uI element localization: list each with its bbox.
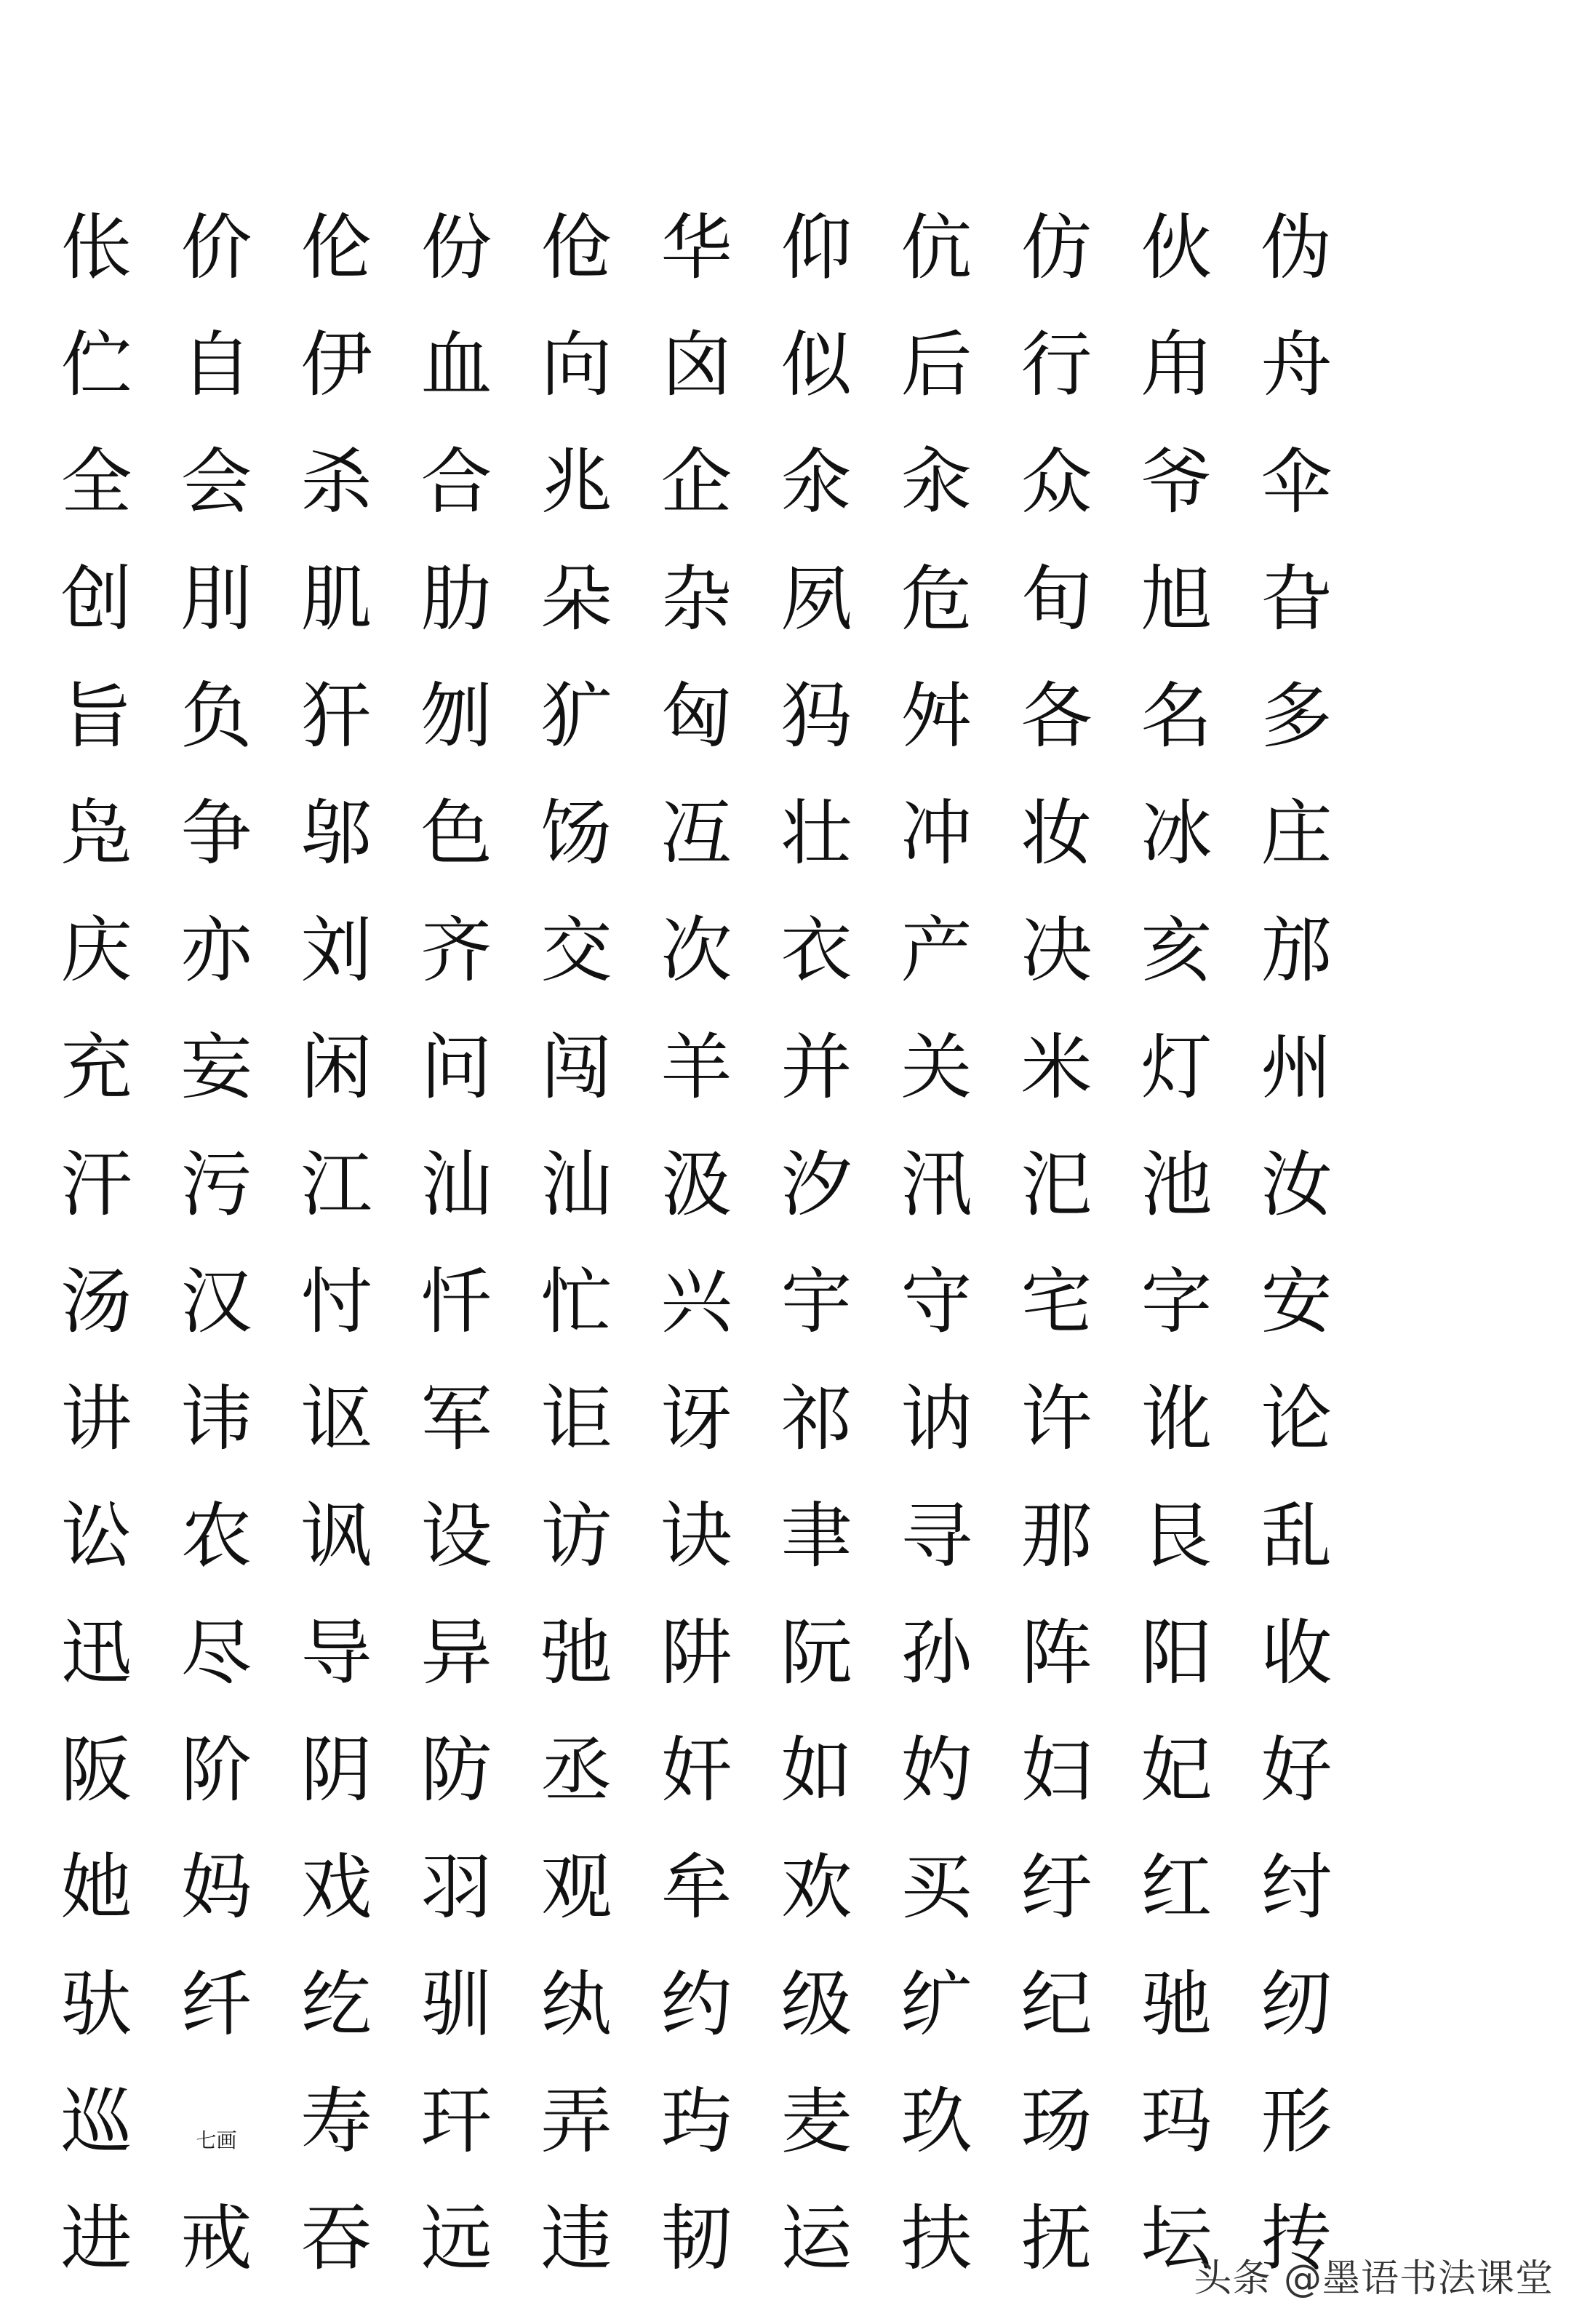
character-cell: 饧 <box>540 791 612 875</box>
character-cell: 尽 <box>180 1611 252 1695</box>
character-cell: 夙 <box>780 557 852 641</box>
character-cell: 如 <box>780 1728 852 1812</box>
character-cell: 好 <box>1261 1728 1333 1812</box>
character-cell: 约 <box>660 1962 732 2046</box>
character-cell: 价 <box>180 206 252 289</box>
character-cell: 抟 <box>1261 2197 1333 2280</box>
character-cell: 闲 <box>300 1026 372 1109</box>
character-cell: 汕 <box>420 1143 492 1226</box>
character-cell: 产 <box>900 909 972 992</box>
character-cell: 旭 <box>1140 557 1213 641</box>
character-cell: 守 <box>900 1260 972 1343</box>
character-cell: 安 <box>1261 1260 1333 1343</box>
character-cell: 杀 <box>300 440 372 524</box>
character-cell: 伦 <box>300 206 372 289</box>
character-row <box>36 1126 1360 1243</box>
character-cell: 买 <box>900 1845 972 1929</box>
character-cell: 汐 <box>780 1143 852 1226</box>
character-cell: 伥 <box>60 206 132 289</box>
character-cell: 进 <box>60 2197 132 2280</box>
character-cell: 灯 <box>1140 1026 1213 1109</box>
character-cell: 伉 <box>900 206 972 289</box>
character-cell: 妇 <box>1020 1728 1092 1812</box>
character-cell: 驰 <box>1140 1962 1213 2046</box>
character-cell: 妃 <box>1140 1728 1213 1812</box>
character-cell: 驯 <box>420 1962 492 2046</box>
character-cell: 全 <box>60 440 132 524</box>
character-cell: 汕 <box>540 1143 612 1226</box>
character-cell: 刘 <box>300 909 372 992</box>
character-cell: 负 <box>180 674 252 758</box>
character-cell: 阮 <box>780 1611 852 1695</box>
character-cell: 旮 <box>1261 557 1333 641</box>
character-cell: 驮 <box>60 1962 132 2046</box>
character-cell: 阶 <box>180 1728 252 1812</box>
character-cell: 牟 <box>660 1845 732 1929</box>
character-cell: 纡 <box>1020 1845 1092 1929</box>
character-cell: 会 <box>180 440 252 524</box>
character-cell: 衣 <box>780 909 852 992</box>
character-cell: 艮 <box>1140 1494 1213 1578</box>
character-cell: 讴 <box>300 1377 372 1461</box>
character-cell: 讷 <box>900 1377 972 1461</box>
character-cell: 纩 <box>900 1962 972 2046</box>
character-cell: 匈 <box>660 674 732 758</box>
character-cell: 充 <box>60 1026 132 1109</box>
character-cell: 汤 <box>60 1260 132 1343</box>
character-cell: 汛 <box>900 1143 972 1226</box>
character-cell: 闯 <box>540 1026 612 1109</box>
character-cell: 她 <box>60 1845 132 1929</box>
character-row <box>36 1594 1360 1712</box>
character-cell: 纣 <box>1261 1845 1333 1929</box>
character-cell: 诀 <box>660 1494 732 1578</box>
character-cell: 抚 <box>1020 2197 1092 2280</box>
character-cell: 寿 <box>300 2080 372 2163</box>
character-cell: 邡 <box>1261 909 1333 992</box>
character-cell: 寻 <box>900 1494 972 1578</box>
character-cell: 兴 <box>660 1260 732 1343</box>
character-cell: 氽 <box>780 440 852 524</box>
character-cell: 池 <box>1140 1143 1213 1226</box>
character-cell: 仿 <box>1020 206 1092 289</box>
character-cell: 讹 <box>1140 1377 1213 1461</box>
character-cell: 争 <box>180 791 252 875</box>
character-cell: 异 <box>420 1611 492 1695</box>
character-row <box>36 1946 1360 2063</box>
character-cell: 份 <box>420 206 492 289</box>
character-cell: 纥 <box>300 1962 372 2046</box>
character-cell: 讵 <box>540 1377 612 1461</box>
character-row <box>36 1360 1360 1477</box>
character-cell: 众 <box>1020 440 1092 524</box>
character-cell: 麦 <box>780 2080 852 2163</box>
character-cell: 导 <box>300 1611 372 1695</box>
character-row <box>36 2180 1360 2297</box>
character-cell: 华 <box>660 206 732 289</box>
character-cell: 庆 <box>60 909 132 992</box>
character-cell: 色 <box>420 791 492 875</box>
character-cell: 次 <box>660 909 732 992</box>
character-cell: 亥 <box>1140 909 1213 992</box>
character-cell: 阱 <box>660 1611 732 1695</box>
character-row <box>36 423 1360 540</box>
character-cell: 刖 <box>180 557 252 641</box>
character-cell: 冲 <box>900 791 972 875</box>
character-cell: 吞 <box>300 2197 372 2280</box>
character-cell: 犷 <box>540 674 612 758</box>
character-cell: 那 <box>1020 1494 1092 1578</box>
character-cell: 齐 <box>420 909 492 992</box>
character-cell: 米 <box>1020 1026 1092 1109</box>
character-cell: 玙 <box>660 2080 732 2163</box>
character-row <box>36 1829 1360 1946</box>
character-cell: 汜 <box>1020 1143 1092 1226</box>
character-cell: 庄 <box>1261 791 1333 875</box>
character-cell: 甪 <box>1140 323 1213 407</box>
character-cell: 似 <box>780 323 852 407</box>
character-cell: 伧 <box>540 206 612 289</box>
character-cell: 污 <box>180 1143 252 1226</box>
character-cell: 决 <box>1020 909 1092 992</box>
character-cell: 玕 <box>420 2080 492 2163</box>
character-cell: 巡 <box>60 2080 132 2163</box>
character-cell: 汉 <box>180 1260 252 1343</box>
character-cell: 汆 <box>900 440 972 524</box>
character-cell: 红 <box>1140 1845 1213 1929</box>
character-cell: 汝 <box>1261 1143 1333 1226</box>
character-cell: 收 <box>1261 1611 1333 1695</box>
character-cell: 坛 <box>1140 2197 1213 2280</box>
character-row <box>36 892 1360 1009</box>
character-row <box>36 775 1360 892</box>
character-row <box>36 1712 1360 1829</box>
character-cell: 关 <box>900 1026 972 1109</box>
character-cell: 字 <box>1140 1260 1213 1343</box>
character-row <box>36 658 1360 775</box>
character-cell: 仰 <box>780 206 852 289</box>
character-cell: 旨 <box>60 674 132 758</box>
character-cell: 论 <box>1261 1377 1333 1461</box>
character-cell: 级 <box>780 1962 852 2046</box>
watermark: 头条 @墨语书法课堂 <box>1194 2257 1554 2301</box>
character-row <box>36 189 1360 306</box>
character-cell: 行 <box>1020 323 1092 407</box>
character-cell: 奸 <box>660 1728 732 1812</box>
character-cell: 伞 <box>1261 440 1333 524</box>
character-cell: 妈 <box>180 1845 252 1929</box>
character-cell: 祁 <box>780 1377 852 1461</box>
character-cell: 冱 <box>660 791 732 875</box>
character-cell: 犸 <box>780 674 852 758</box>
character-cell: 肋 <box>420 557 492 641</box>
character-cell: 远 <box>420 2197 492 2280</box>
character-row <box>36 306 1360 423</box>
character-cell: 许 <box>1020 1377 1092 1461</box>
character-cell: 丞 <box>540 1728 612 1812</box>
character-cell: 韧 <box>660 2197 732 2280</box>
character-cell: 访 <box>540 1494 612 1578</box>
character-cell: 汲 <box>660 1143 732 1226</box>
stroke-count-heading: 七画 <box>196 2128 237 2152</box>
character-cell: 后 <box>900 323 972 407</box>
character-cell: 自 <box>180 323 252 407</box>
character-cell: 妁 <box>900 1728 972 1812</box>
character-cell: 弄 <box>540 2080 612 2163</box>
character-cell: 戒 <box>180 2197 252 2280</box>
character-cell: 妆 <box>1020 791 1092 875</box>
character-cell: 军 <box>420 1377 492 1461</box>
character-cell: 兆 <box>540 440 612 524</box>
character-row <box>36 540 1360 658</box>
character-cell: 舟 <box>1261 323 1333 407</box>
character-row <box>36 1243 1360 1360</box>
character-cell: 阴 <box>300 1728 372 1812</box>
character-cell: 江 <box>300 1143 372 1226</box>
character-cell: 汗 <box>60 1143 132 1226</box>
character-cell: 违 <box>540 2197 612 2280</box>
character-cell: 宅 <box>1020 1260 1092 1343</box>
character-cell: 纫 <box>1261 1962 1333 2046</box>
character-cell: 忖 <box>300 1260 372 1343</box>
character-row <box>36 2063 1360 2180</box>
character-grid <box>36 189 1360 2297</box>
character-cell: 舛 <box>900 674 972 758</box>
character-cell: 纪 <box>1020 1962 1092 2046</box>
character-cell: 州 <box>1261 1026 1333 1109</box>
character-cell: 玖 <box>900 2080 972 2163</box>
character-cell: 运 <box>780 2197 852 2280</box>
character-cell: 农 <box>180 1494 252 1578</box>
character-row <box>36 1009 1360 1126</box>
character-cell: 忏 <box>420 1260 492 1343</box>
character-cell: 设 <box>420 1494 492 1578</box>
character-cell: 旬 <box>1020 557 1092 641</box>
character-cell: 孙 <box>900 1611 972 1695</box>
character-cell: 忙 <box>540 1260 612 1343</box>
character-cell: 迅 <box>60 1611 132 1695</box>
character-cell: 问 <box>420 1026 492 1109</box>
character-cell: 讽 <box>300 1494 372 1578</box>
character-cell: 爷 <box>1140 440 1213 524</box>
character-cell: 亦 <box>180 909 252 992</box>
character-cell: 阵 <box>1020 1611 1092 1695</box>
character-cell: 伙 <box>1140 206 1213 289</box>
character-cell: 讳 <box>180 1377 252 1461</box>
character-cell: 交 <box>540 909 612 992</box>
character-cell: 邬 <box>300 791 372 875</box>
character-cell: 戏 <box>300 1845 372 1929</box>
character-cell: 妄 <box>180 1026 252 1109</box>
character-cell: 玛 <box>1140 2080 1213 2163</box>
character-cell: 观 <box>540 1845 612 1929</box>
character-cell: 囟 <box>660 323 732 407</box>
character-cell: 凫 <box>60 791 132 875</box>
character-cell: 伪 <box>1261 206 1333 289</box>
character-cell: 伫 <box>60 323 132 407</box>
character-cell: 形 <box>1261 2080 1333 2163</box>
character-cell: 犴 <box>300 674 372 758</box>
character-cell: 纨 <box>540 1962 612 2046</box>
character-cell: 弛 <box>540 1611 612 1695</box>
character-cell: 伊 <box>300 323 372 407</box>
character-cell: 羊 <box>660 1026 732 1109</box>
character-cell: 扶 <box>900 2197 972 2280</box>
character-cell: 讲 <box>60 1377 132 1461</box>
character-cell: 玚 <box>1020 2080 1092 2163</box>
character-cell: 纤 <box>180 1962 252 2046</box>
character-cell: 聿 <box>780 1494 852 1578</box>
character-cell: 企 <box>660 440 732 524</box>
character-cell: 壮 <box>780 791 852 875</box>
character-cell: 刎 <box>420 674 492 758</box>
character-cell: 杂 <box>660 557 732 641</box>
character-cell: 宇 <box>780 1260 852 1343</box>
character-cell: 合 <box>420 440 492 524</box>
character-cell: 创 <box>60 557 132 641</box>
character-cell: 防 <box>420 1728 492 1812</box>
character-cell: 讶 <box>660 1377 732 1461</box>
character-cell: 乱 <box>1261 1494 1333 1578</box>
character-cell: 阪 <box>60 1728 132 1812</box>
character-cell: 多 <box>1261 674 1333 758</box>
character-cell: 冰 <box>1140 791 1213 875</box>
character-cell: 向 <box>540 323 612 407</box>
character-cell: 名 <box>1140 674 1213 758</box>
character-cell: 血 <box>420 323 492 407</box>
character-cell: 并 <box>780 1026 852 1109</box>
character-cell: 羽 <box>420 1845 492 1929</box>
character-cell: 朵 <box>540 557 612 641</box>
character-cell: 各 <box>1020 674 1092 758</box>
character-cell: 肌 <box>300 557 372 641</box>
character-cell: 危 <box>900 557 972 641</box>
character-cell: 讼 <box>60 1494 132 1578</box>
character-cell: 欢 <box>780 1845 852 1929</box>
character-row <box>36 1477 1360 1594</box>
character-cell: 阳 <box>1140 1611 1213 1695</box>
